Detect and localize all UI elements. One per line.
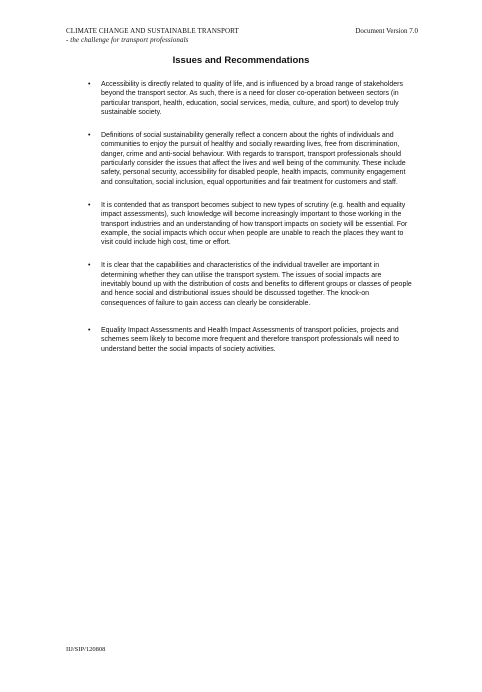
list-item-text: Equality Impact Assessments and Health Impact Assessments of transport policies, projects and schemes seem likely to become more frequent and therefore transport professionals will need to understand better the social impacts of society activities. <box>101 326 400 353</box>
list-item-text: It is clear that the capabilities and characteristics of the individual traveller are important in determining whether they can utilise the transport system. The issues of social impacts are inevitably bound up with the distribution of costs and benefits to different groups or classes of people and hence social and distributional issues should be discussed together. The knock-on consequences of failure to gain access can clearly be considerable. <box>101 262 412 307</box>
header-title: CLIMATE CHANGE AND SUSTAINABLE TRANSPORT <box>66 27 239 35</box>
bullet-icon: • <box>88 326 91 334</box>
bullet-icon: • <box>88 262 91 270</box>
list-item <box>0 80 482 117</box>
list-item-text: Accessibility is directly related to quality of life, and is influenced by a broad range of stakeholders beyond the transport sector. As such, there is a need for closer co-operation between sectors (in particular transport, health, education, social services, media, culture, and sport) to develop truly sustainable society. <box>101 81 403 116</box>
document-version: Document Version 7.0 <box>355 27 418 35</box>
document-header <box>66 27 239 45</box>
bullet-icon: • <box>88 201 91 209</box>
document-footer: IIJ/SIP/120808 <box>66 646 106 653</box>
list-item-text: Definitions of social sustainability generally reflect a concern about the rights of individuals and communities to enjoy the pursuit of healthy and socially rewarding lives, free from discrimination, danger, crime and anti-social behaviour. With regards to transport, transport professionals should particularly consider the issues that affect the lives and well being of the community. These include safety, personal security, accessibility for disabled people, health impacts, community engagement and consultation, social inclusion, equal opportunities and fair treatment for customers and staff. <box>101 132 406 186</box>
list-item <box>0 201 482 247</box>
bullet-icon: • <box>88 81 91 88</box>
bullet-icon: • <box>88 132 91 140</box>
list-item <box>0 131 482 187</box>
header-subtitle: - the challenge for transport professionals <box>66 36 189 44</box>
list-item <box>0 326 482 354</box>
list-item-text: It is contended that as transport becomes subject to new types of scrutiny (e.g. health and equality impact assessments), such knowledge will become increasingly important to those working in the transport industries and an understanding of how transport impacts on society will be essential. For example, the social impacts which occur when people are unable to reach the places they want to visit could include high cost, time or effort. <box>101 201 408 247</box>
list-item <box>0 261 482 307</box>
section-heading: Issues and Recommendations <box>172 55 310 66</box>
recommendations-list <box>0 80 482 368</box>
